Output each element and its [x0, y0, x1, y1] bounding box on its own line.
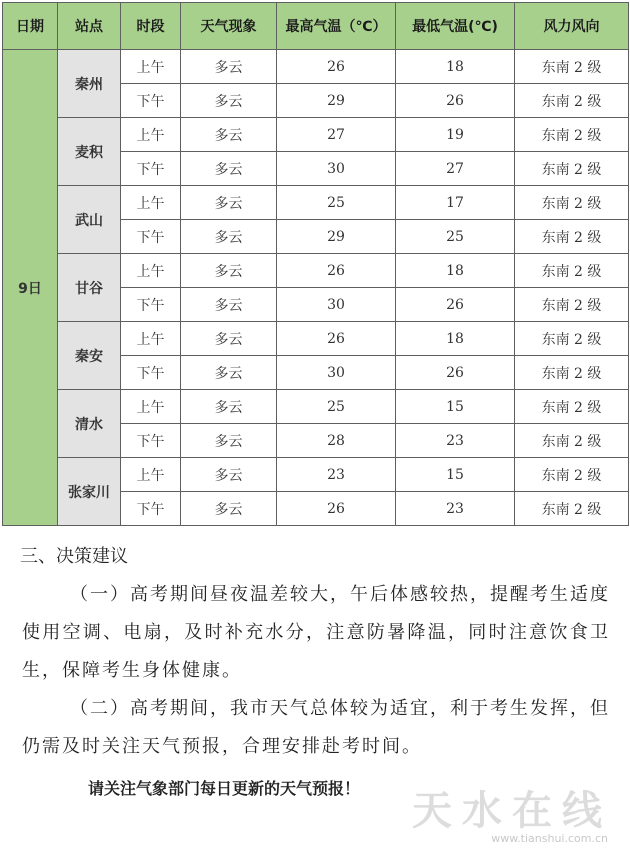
- weather-cell: 多云: [181, 390, 277, 424]
- high-temp-cell: 25: [277, 186, 396, 220]
- wind-cell: 东南 2 级: [515, 186, 629, 220]
- weather-cell: 多云: [181, 288, 277, 322]
- high-temp-cell: 26: [277, 50, 396, 84]
- period-cell: 下午: [121, 220, 181, 254]
- section-heading: 三、决策建议: [20, 546, 128, 567]
- table-row: [3, 458, 629, 492]
- wind-cell: 东南 2 级: [515, 254, 629, 288]
- low-temp-cell: 27: [396, 152, 515, 186]
- period-cell: 上午: [121, 458, 181, 492]
- station-cell: 武山: [58, 186, 121, 254]
- high-temp-cell: 23: [277, 458, 396, 492]
- table-header-row: [3, 3, 629, 50]
- weather-cell: 多云: [181, 186, 277, 220]
- wind-cell: 东南 2 级: [515, 288, 629, 322]
- wind-cell: 东南 2 级: [515, 424, 629, 458]
- wind-cell: 东南 2 级: [515, 118, 629, 152]
- watermark-url: www.tianshui.com.cn: [491, 832, 608, 845]
- forecast-table-container: [2, 2, 628, 526]
- period-cell: 下午: [121, 492, 181, 526]
- header-high-temp: 最高气温（℃）: [277, 3, 396, 50]
- low-temp-cell: 15: [396, 390, 515, 424]
- forecast-table-body: [3, 50, 629, 526]
- low-temp-cell: 25: [396, 220, 515, 254]
- header-date: 日期: [3, 3, 58, 50]
- weather-cell: 多云: [181, 118, 277, 152]
- decision-section: [0, 538, 630, 808]
- high-temp-cell: 29: [277, 84, 396, 118]
- wind-cell: 东南 2 级: [515, 322, 629, 356]
- header-low-temp: 最低气温(℃): [396, 3, 515, 50]
- weather-cell: 多云: [181, 492, 277, 526]
- wind-cell: 东南 2 级: [515, 84, 629, 118]
- wind-cell: 东南 2 级: [515, 390, 629, 424]
- period-cell: 上午: [121, 322, 181, 356]
- table-row: [3, 390, 629, 424]
- wind-cell: 东南 2 级: [515, 492, 629, 526]
- wind-cell: 东南 2 级: [515, 50, 629, 84]
- low-temp-cell: 26: [396, 356, 515, 390]
- high-temp-cell: 25: [277, 390, 396, 424]
- date-cell: 9日: [3, 50, 58, 526]
- station-cell: 麦积: [58, 118, 121, 186]
- wind-cell: 东南 2 级: [515, 458, 629, 492]
- weather-cell: 多云: [181, 50, 277, 84]
- period-cell: 下午: [121, 152, 181, 186]
- weather-cell: 多云: [181, 84, 277, 118]
- station-cell: 甘谷: [58, 254, 121, 322]
- low-temp-cell: 23: [396, 424, 515, 458]
- period-cell: 下午: [121, 288, 181, 322]
- low-temp-cell: 18: [396, 254, 515, 288]
- period-cell: 上午: [121, 186, 181, 220]
- low-temp-cell: 18: [396, 322, 515, 356]
- high-temp-cell: 26: [277, 322, 396, 356]
- station-cell: 秦州: [58, 50, 121, 118]
- weather-cell: 多云: [181, 152, 277, 186]
- station-cell: 清水: [58, 390, 121, 458]
- period-cell: 上午: [121, 390, 181, 424]
- header-wind: 风力风向: [515, 3, 629, 50]
- weather-cell: 多云: [181, 458, 277, 492]
- advice-paragraph-1: （一）高考期间昼夜温差较大，午后体感较热，提醒考生适度使用空调、电扇，及时补充水分，注意防暑降温，同时注意饮食卫生，保障考生身体健康。: [22, 584, 610, 681]
- weather-cell: 多云: [181, 322, 277, 356]
- forecast-table: [2, 2, 629, 526]
- wind-cell: 东南 2 级: [515, 356, 629, 390]
- period-cell: 下午: [121, 424, 181, 458]
- high-temp-cell: 27: [277, 118, 396, 152]
- low-temp-cell: 19: [396, 118, 515, 152]
- station-cell: 秦安: [58, 322, 121, 390]
- watermark-logo: 天水在线: [412, 788, 612, 834]
- weather-cell: 多云: [181, 220, 277, 254]
- period-cell: 上午: [121, 254, 181, 288]
- weather-cell: 多云: [181, 254, 277, 288]
- table-row: [3, 50, 629, 84]
- period-cell: 下午: [121, 356, 181, 390]
- wind-cell: 东南 2 级: [515, 152, 629, 186]
- high-temp-cell: 30: [277, 288, 396, 322]
- low-temp-cell: 17: [396, 186, 515, 220]
- low-temp-cell: 26: [396, 288, 515, 322]
- high-temp-cell: 28: [277, 424, 396, 458]
- table-row: [3, 118, 629, 152]
- low-temp-cell: 15: [396, 458, 515, 492]
- high-temp-cell: 29: [277, 220, 396, 254]
- period-cell: 下午: [121, 84, 181, 118]
- high-temp-cell: 30: [277, 152, 396, 186]
- notice-text: 请关注气象部门每日更新的天气预报！: [88, 779, 361, 798]
- low-temp-cell: 26: [396, 84, 515, 118]
- period-cell: 上午: [121, 118, 181, 152]
- high-temp-cell: 26: [277, 254, 396, 288]
- header-station: 站点: [58, 3, 121, 50]
- watermark: [412, 779, 612, 845]
- table-row: [3, 322, 629, 356]
- low-temp-cell: 18: [396, 50, 515, 84]
- high-temp-cell: 26: [277, 492, 396, 526]
- weather-cell: 多云: [181, 356, 277, 390]
- weather-cell: 多云: [181, 424, 277, 458]
- advice-paragraph-2: （二）高考期间，我市天气总体较为适宜，利于考生发挥，但仍需及时关注天气预报，合理安排赴考时间。: [22, 698, 610, 757]
- wind-cell: 东南 2 级: [515, 220, 629, 254]
- table-row: [3, 186, 629, 220]
- table-row: [3, 254, 629, 288]
- station-cell: 张家川: [58, 458, 121, 526]
- low-temp-cell: 23: [396, 492, 515, 526]
- high-temp-cell: 30: [277, 356, 396, 390]
- header-weather: 天气现象: [181, 3, 277, 50]
- period-cell: 上午: [121, 50, 181, 84]
- header-period: 时段: [121, 3, 181, 50]
